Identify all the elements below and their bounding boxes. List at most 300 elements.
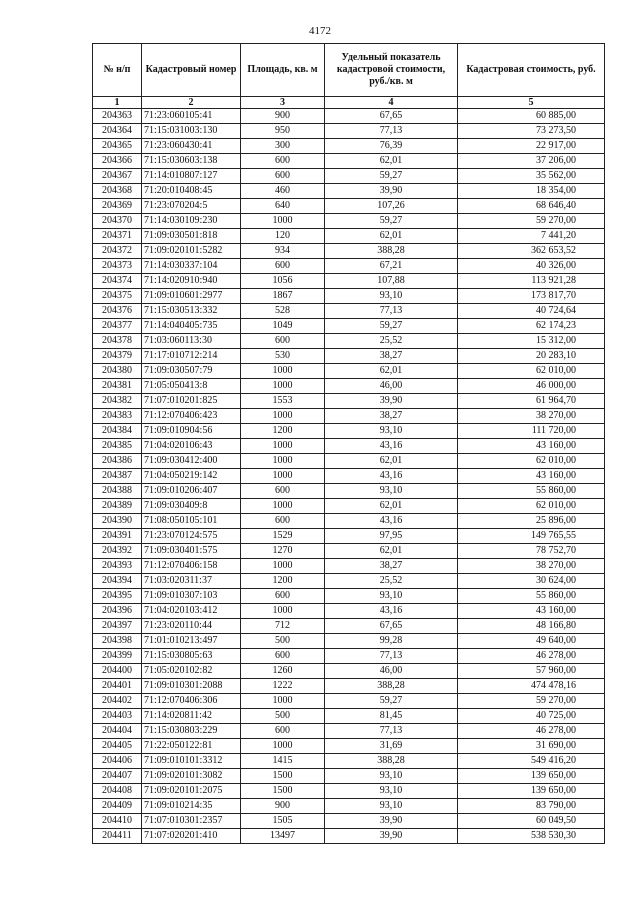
specific-value-cell: 93,10 (325, 484, 458, 499)
header-specific-value: Удельный показатель кадастровой стоимости, руб./кв. м (325, 44, 458, 97)
table-row (93, 484, 605, 499)
area-cell: 120 (241, 229, 325, 244)
column-number: 4 (325, 97, 458, 109)
specific-value-cell: 59,27 (325, 694, 458, 709)
row-number-cell: 204368 (93, 184, 142, 199)
area-cell: 600 (241, 334, 325, 349)
row-number-cell: 204394 (93, 574, 142, 589)
cadastral-value-cell: 111 720,00 (458, 424, 605, 439)
row-number-cell: 204375 (93, 289, 142, 304)
row-number-cell: 204402 (93, 694, 142, 709)
cadastral-value-cell: 38 270,00 (458, 409, 605, 424)
cadastral-value-cell: 35 562,00 (458, 169, 605, 184)
column-number: 5 (458, 97, 605, 109)
row-number-cell: 204384 (93, 424, 142, 439)
specific-value-cell: 107,26 (325, 199, 458, 214)
table-row (93, 529, 605, 544)
cadastral-number-cell: 71:09:010214:35 (142, 799, 241, 814)
area-cell: 1529 (241, 529, 325, 544)
specific-value-cell: 62,01 (325, 364, 458, 379)
cadastral-value-cell: 59 270,00 (458, 214, 605, 229)
row-number-cell: 204390 (93, 514, 142, 529)
cadastral-value-cell: 46 000,00 (458, 379, 605, 394)
row-number-cell: 204387 (93, 469, 142, 484)
specific-value-cell: 25,52 (325, 334, 458, 349)
table-row (93, 124, 605, 139)
table-row (93, 154, 605, 169)
cadastral-number-cell: 71:07:020201:410 (142, 829, 241, 844)
cadastral-number-cell: 71:09:010301:2088 (142, 679, 241, 694)
row-number-cell: 204410 (93, 814, 142, 829)
cadastral-number-cell: 71:15:030513:332 (142, 304, 241, 319)
area-cell: 1049 (241, 319, 325, 334)
row-number-cell: 204373 (93, 259, 142, 274)
table-row (93, 409, 605, 424)
area-cell: 1000 (241, 379, 325, 394)
specific-value-cell: 31,69 (325, 739, 458, 754)
specific-value-cell: 388,28 (325, 754, 458, 769)
row-number-cell: 204393 (93, 559, 142, 574)
area-cell: 500 (241, 634, 325, 649)
cadastral-number-cell: 71:15:031003:130 (142, 124, 241, 139)
specific-value-cell: 93,10 (325, 289, 458, 304)
specific-value-cell: 81,45 (325, 709, 458, 724)
area-cell: 600 (241, 154, 325, 169)
cadastral-number-cell: 71:22:050122:81 (142, 739, 241, 754)
area-cell: 900 (241, 799, 325, 814)
cadastral-number-cell: 71:14:020910:940 (142, 274, 241, 289)
specific-value-cell: 388,28 (325, 679, 458, 694)
cadastral-number-cell: 71:01:010213:497 (142, 634, 241, 649)
table-row (93, 619, 605, 634)
cadastral-number-cell: 71:23:070124:575 (142, 529, 241, 544)
cadastral-number-cell: 71:12:070406:306 (142, 694, 241, 709)
row-number-cell: 204364 (93, 124, 142, 139)
cadastral-number-cell: 71:09:020101:5282 (142, 244, 241, 259)
table-row (93, 709, 605, 724)
specific-value-cell: 62,01 (325, 454, 458, 469)
area-cell: 1200 (241, 574, 325, 589)
header-row-number: № н/п (93, 44, 142, 97)
cadastral-value-cell: 31 690,00 (458, 739, 605, 754)
area-cell: 600 (241, 649, 325, 664)
row-number-cell: 204376 (93, 304, 142, 319)
table-row (93, 244, 605, 259)
row-number-cell: 204382 (93, 394, 142, 409)
specific-value-cell: 25,52 (325, 574, 458, 589)
column-number-row (93, 97, 605, 109)
row-number-cell: 204404 (93, 724, 142, 739)
table-row (93, 184, 605, 199)
specific-value-cell: 76,39 (325, 139, 458, 154)
cadastral-number-cell: 71:23:020110:44 (142, 619, 241, 634)
cadastral-number-cell: 71:15:030803:229 (142, 724, 241, 739)
row-number-cell: 204400 (93, 664, 142, 679)
area-cell: 1500 (241, 784, 325, 799)
cadastral-number-cell: 71:14:020811:42 (142, 709, 241, 724)
table-row (93, 454, 605, 469)
cadastral-value-cell: 83 790,00 (458, 799, 605, 814)
cadastral-number-cell: 71:14:010807:127 (142, 169, 241, 184)
area-cell: 600 (241, 259, 325, 274)
cadastral-number-cell: 71:03:020311:37 (142, 574, 241, 589)
specific-value-cell: 62,01 (325, 544, 458, 559)
row-number-cell: 204365 (93, 139, 142, 154)
cadastral-value-cell: 173 817,70 (458, 289, 605, 304)
row-number-cell: 204367 (93, 169, 142, 184)
header-row (93, 44, 605, 97)
cadastral-number-cell: 71:23:070204:5 (142, 199, 241, 214)
table-row (93, 784, 605, 799)
table-row (93, 109, 605, 124)
area-cell: 528 (241, 304, 325, 319)
table-row (93, 679, 605, 694)
row-number-cell: 204363 (93, 109, 142, 124)
cadastral-number-cell: 71:15:030805:63 (142, 649, 241, 664)
row-number-cell: 204403 (93, 709, 142, 724)
table-row (93, 514, 605, 529)
area-cell: 1867 (241, 289, 325, 304)
table-row (93, 349, 605, 364)
cadastral-value-cell: 38 270,00 (458, 559, 605, 574)
specific-value-cell: 39,90 (325, 184, 458, 199)
row-number-cell: 204407 (93, 769, 142, 784)
area-cell: 500 (241, 709, 325, 724)
cadastral-value-cell: 55 860,00 (458, 484, 605, 499)
cadastral-number-cell: 71:04:050219:142 (142, 469, 241, 484)
row-number-cell: 204386 (93, 454, 142, 469)
area-cell: 1000 (241, 469, 325, 484)
header-area: Площадь, кв. м (241, 44, 325, 97)
cadastral-number-cell: 71:20:010408:45 (142, 184, 241, 199)
cadastral-number-cell: 71:09:030401:575 (142, 544, 241, 559)
cadastral-value-cell: 15 312,00 (458, 334, 605, 349)
row-number-cell: 204371 (93, 229, 142, 244)
cadastral-value-cell: 78 752,70 (458, 544, 605, 559)
specific-value-cell: 59,27 (325, 319, 458, 334)
specific-value-cell: 62,01 (325, 499, 458, 514)
table-row (93, 724, 605, 739)
row-number-cell: 204369 (93, 199, 142, 214)
specific-value-cell: 43,16 (325, 514, 458, 529)
cadastral-number-cell: 71:09:010101:3312 (142, 754, 241, 769)
specific-value-cell: 46,00 (325, 379, 458, 394)
cadastral-number-cell: 71:04:020106:43 (142, 439, 241, 454)
row-number-cell: 204409 (93, 799, 142, 814)
cadastral-value-cell: 59 270,00 (458, 694, 605, 709)
cadastral-value-cell: 30 624,00 (458, 574, 605, 589)
cadastral-value-cell: 40 326,00 (458, 259, 605, 274)
table-body (93, 109, 605, 844)
row-number-cell: 204380 (93, 364, 142, 379)
table-row (93, 199, 605, 214)
table-row (93, 259, 605, 274)
cadastral-number-cell: 71:17:010712:214 (142, 349, 241, 364)
cadastral-number-cell: 71:09:010601:2977 (142, 289, 241, 304)
cadastral-number-cell: 71:05:020102:82 (142, 664, 241, 679)
table-row (93, 304, 605, 319)
cadastral-value-cell: 62 174,23 (458, 319, 605, 334)
header-cadastral-number: Кадастровый номер (142, 44, 241, 97)
row-number-cell: 204411 (93, 829, 142, 844)
specific-value-cell: 43,16 (325, 604, 458, 619)
row-number-cell: 204383 (93, 409, 142, 424)
area-cell: 1000 (241, 214, 325, 229)
specific-value-cell: 38,27 (325, 349, 458, 364)
cadastral-value-cell: 362 653,52 (458, 244, 605, 259)
cadastral-number-cell: 71:09:020101:2075 (142, 784, 241, 799)
specific-value-cell: 388,28 (325, 244, 458, 259)
column-number: 1 (93, 97, 142, 109)
cadastral-value-cell: 549 416,20 (458, 754, 605, 769)
specific-value-cell: 93,10 (325, 424, 458, 439)
cadastral-value-cell: 139 650,00 (458, 769, 605, 784)
area-cell: 1000 (241, 694, 325, 709)
row-number-cell: 204408 (93, 784, 142, 799)
area-cell: 600 (241, 514, 325, 529)
cadastral-value-cell: 60 885,00 (458, 109, 605, 124)
area-cell: 1000 (241, 739, 325, 754)
cadastral-number-cell: 71:07:010201:825 (142, 394, 241, 409)
cadastral-value-cell: 7 441,20 (458, 229, 605, 244)
row-number-cell: 204405 (93, 739, 142, 754)
cadastral-value-cell: 474 478,16 (458, 679, 605, 694)
cadastral-value-cell: 73 273,50 (458, 124, 605, 139)
area-cell: 1000 (241, 559, 325, 574)
cadastral-number-cell: 71:09:030501:818 (142, 229, 241, 244)
cadastral-value-cell: 22 917,00 (458, 139, 605, 154)
cadastral-value-cell: 46 278,00 (458, 724, 605, 739)
table-row (93, 169, 605, 184)
cadastral-value-cell: 139 650,00 (458, 784, 605, 799)
table-row (93, 559, 605, 574)
row-number-cell: 204374 (93, 274, 142, 289)
row-number-cell: 204377 (93, 319, 142, 334)
specific-value-cell: 38,27 (325, 559, 458, 574)
table-row (93, 769, 605, 784)
cadastral-value-cell: 113 921,28 (458, 274, 605, 289)
cadastral-value-cell: 25 896,00 (458, 514, 605, 529)
table-row (93, 469, 605, 484)
cadastral-value-cell: 43 160,00 (458, 469, 605, 484)
column-number: 2 (142, 97, 241, 109)
cadastral-value-cell: 46 278,00 (458, 649, 605, 664)
table-row (93, 364, 605, 379)
area-cell: 530 (241, 349, 325, 364)
row-number-cell: 204392 (93, 544, 142, 559)
area-cell: 1222 (241, 679, 325, 694)
cadastral-value-cell: 61 964,70 (458, 394, 605, 409)
cadastral-number-cell: 71:23:060105:41 (142, 109, 241, 124)
cadastral-number-cell: 71:09:030412:400 (142, 454, 241, 469)
cadastral-value-cell: 18 354,00 (458, 184, 605, 199)
specific-value-cell: 39,90 (325, 814, 458, 829)
cadastral-number-cell: 71:09:010307:103 (142, 589, 241, 604)
row-number-cell: 204389 (93, 499, 142, 514)
area-cell: 1260 (241, 664, 325, 679)
row-number-cell: 204396 (93, 604, 142, 619)
header-cadastral-value: Кадастровая стоимость, руб. (458, 44, 605, 97)
row-number-cell: 204366 (93, 154, 142, 169)
cadastral-value-cell: 60 049,50 (458, 814, 605, 829)
area-cell: 600 (241, 169, 325, 184)
cadastral-value-cell: 62 010,00 (458, 364, 605, 379)
specific-value-cell: 93,10 (325, 769, 458, 784)
table-row (93, 694, 605, 709)
table-row (93, 289, 605, 304)
table-row (93, 649, 605, 664)
area-cell: 1500 (241, 769, 325, 784)
cadastral-value-cell: 55 860,00 (458, 589, 605, 604)
row-number-cell: 204391 (93, 529, 142, 544)
area-cell: 13497 (241, 829, 325, 844)
cadastral-value-cell: 68 646,40 (458, 199, 605, 214)
cadastral-number-cell: 71:12:070406:158 (142, 559, 241, 574)
table-row (93, 829, 605, 844)
column-number: 3 (241, 97, 325, 109)
table-row (93, 319, 605, 334)
area-cell: 1000 (241, 454, 325, 469)
cadastral-number-cell: 71:09:030507:79 (142, 364, 241, 379)
row-number-cell: 204399 (93, 649, 142, 664)
cadastral-value-cell: 62 010,00 (458, 454, 605, 469)
table-row (93, 739, 605, 754)
cadastral-value-cell: 149 765,55 (458, 529, 605, 544)
cadastral-value-cell: 62 010,00 (458, 499, 605, 514)
area-cell: 600 (241, 724, 325, 739)
page-number: 4172 (309, 25, 331, 37)
cadastral-number-cell: 71:14:030109:230 (142, 214, 241, 229)
row-number-cell: 204401 (93, 679, 142, 694)
table-row (93, 214, 605, 229)
cadastral-value-cell: 43 160,00 (458, 604, 605, 619)
specific-value-cell: 62,01 (325, 229, 458, 244)
area-cell: 1270 (241, 544, 325, 559)
cadastral-number-cell: 71:08:050105:101 (142, 514, 241, 529)
specific-value-cell: 93,10 (325, 589, 458, 604)
cadastral-value-cell: 20 283,10 (458, 349, 605, 364)
area-cell: 1000 (241, 364, 325, 379)
cadastral-number-cell: 71:09:020101:3082 (142, 769, 241, 784)
table-row (93, 334, 605, 349)
specific-value-cell: 39,90 (325, 394, 458, 409)
specific-value-cell: 62,01 (325, 154, 458, 169)
area-cell: 900 (241, 109, 325, 124)
area-cell: 1056 (241, 274, 325, 289)
row-number-cell: 204385 (93, 439, 142, 454)
cadastral-number-cell: 71:04:020103:412 (142, 604, 241, 619)
cadastral-number-cell: 71:14:040405:735 (142, 319, 241, 334)
table-row (93, 139, 605, 154)
cadastral-value-cell: 40 724,64 (458, 304, 605, 319)
cadastral-number-cell: 71:12:070406:423 (142, 409, 241, 424)
cadastral-number-cell: 71:09:010206:407 (142, 484, 241, 499)
row-number-cell: 204379 (93, 349, 142, 364)
area-cell: 460 (241, 184, 325, 199)
cadastral-number-cell: 71:09:030409:8 (142, 499, 241, 514)
table-row (93, 634, 605, 649)
specific-value-cell: 93,10 (325, 799, 458, 814)
specific-value-cell: 77,13 (325, 649, 458, 664)
area-cell: 640 (241, 199, 325, 214)
area-cell: 934 (241, 244, 325, 259)
specific-value-cell: 67,21 (325, 259, 458, 274)
cadastral-value-cell: 49 640,00 (458, 634, 605, 649)
cadastral-number-cell: 71:23:060430:41 (142, 139, 241, 154)
cadastral-value-cell: 48 166,80 (458, 619, 605, 634)
row-number-cell: 204388 (93, 484, 142, 499)
specific-value-cell: 77,13 (325, 124, 458, 139)
table-row (93, 754, 605, 769)
cadastral-value-cell: 37 206,00 (458, 154, 605, 169)
specific-value-cell: 77,13 (325, 724, 458, 739)
cadastral-number-cell: 71:14:030337:104 (142, 259, 241, 274)
table-row (93, 574, 605, 589)
area-cell: 1000 (241, 439, 325, 454)
cadastral-number-cell: 71:09:010904:56 (142, 424, 241, 439)
table-row (93, 604, 605, 619)
table-row (93, 664, 605, 679)
specific-value-cell: 39,90 (325, 829, 458, 844)
specific-value-cell: 67,65 (325, 619, 458, 634)
row-number-cell: 204372 (93, 244, 142, 259)
specific-value-cell: 43,16 (325, 469, 458, 484)
area-cell: 1505 (241, 814, 325, 829)
area-cell: 1000 (241, 604, 325, 619)
specific-value-cell: 59,27 (325, 214, 458, 229)
area-cell: 1200 (241, 424, 325, 439)
specific-value-cell: 93,10 (325, 784, 458, 799)
row-number-cell: 204381 (93, 379, 142, 394)
area-cell: 1000 (241, 499, 325, 514)
table-row (93, 379, 605, 394)
row-number-cell: 204397 (93, 619, 142, 634)
area-cell: 600 (241, 589, 325, 604)
cadastral-value-cell: 40 725,00 (458, 709, 605, 724)
area-cell: 1000 (241, 409, 325, 424)
row-number-cell: 204370 (93, 214, 142, 229)
row-number-cell: 204395 (93, 589, 142, 604)
cadastral-number-cell: 71:15:030603:138 (142, 154, 241, 169)
specific-value-cell: 59,27 (325, 169, 458, 184)
area-cell: 300 (241, 139, 325, 154)
table-row (93, 394, 605, 409)
area-cell: 950 (241, 124, 325, 139)
cadastral-number-cell: 71:03:060113:30 (142, 334, 241, 349)
row-number-cell: 204406 (93, 754, 142, 769)
cadastral-value-cell: 538 530,30 (458, 829, 605, 844)
area-cell: 600 (241, 484, 325, 499)
cadastral-value-cell: 43 160,00 (458, 439, 605, 454)
row-number-cell: 204378 (93, 334, 142, 349)
specific-value-cell: 99,28 (325, 634, 458, 649)
table-row (93, 424, 605, 439)
table-row (93, 439, 605, 454)
area-cell: 1553 (241, 394, 325, 409)
specific-value-cell: 43,16 (325, 439, 458, 454)
table-row (93, 814, 605, 829)
table-row (93, 229, 605, 244)
specific-value-cell: 107,88 (325, 274, 458, 289)
table-row (93, 799, 605, 814)
cadastral-number-cell: 71:05:050413:8 (142, 379, 241, 394)
row-number-cell: 204398 (93, 634, 142, 649)
table-row (93, 499, 605, 514)
specific-value-cell: 77,13 (325, 304, 458, 319)
area-cell: 712 (241, 619, 325, 634)
area-cell: 1415 (241, 754, 325, 769)
specific-value-cell: 97,95 (325, 529, 458, 544)
